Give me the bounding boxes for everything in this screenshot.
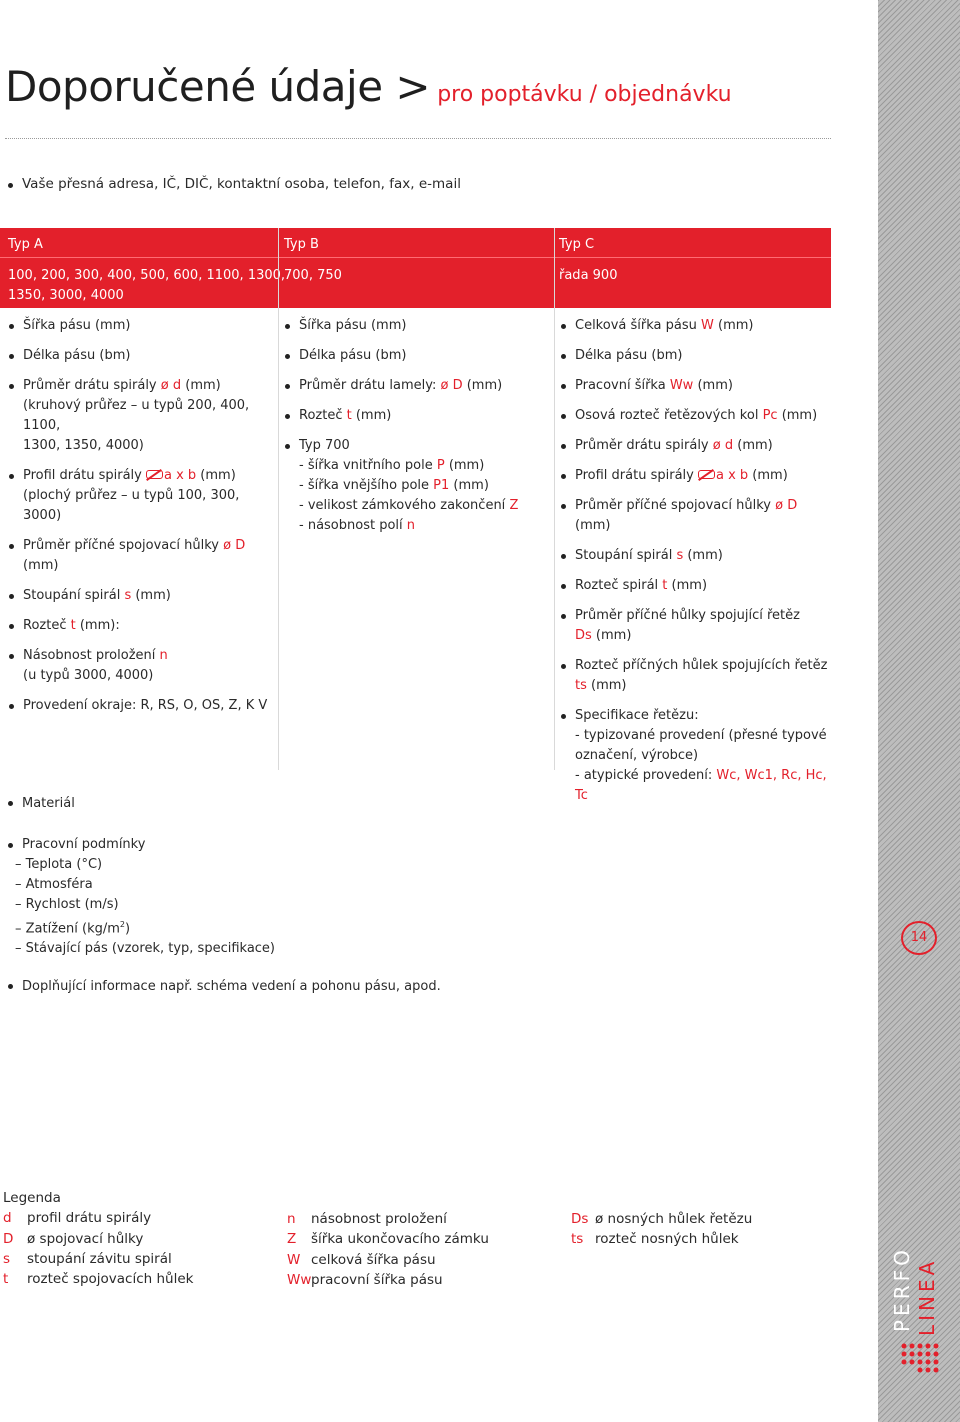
item-text: - typizované provedení (přesné typové bbox=[575, 728, 827, 743]
item-text: Průměr drátu spirály bbox=[23, 378, 161, 393]
item-text: - atypické provedení: bbox=[575, 768, 717, 783]
type-header-band bbox=[0, 228, 831, 308]
divider bbox=[5, 138, 831, 139]
item-text: (plochý průřez – u typů 100, 300, 3000) bbox=[23, 488, 240, 523]
legend-row bbox=[571, 1229, 752, 1249]
item-text: (mm) bbox=[196, 468, 236, 483]
sidebar bbox=[878, 0, 960, 1422]
item-symbol: ø D bbox=[223, 538, 246, 553]
item-symbol: t bbox=[70, 618, 76, 633]
legend-row bbox=[287, 1250, 489, 1270]
item-text: (mm) bbox=[351, 408, 392, 423]
item-symbol: Pc bbox=[762, 408, 778, 423]
legend-key: D bbox=[3, 1230, 14, 1247]
item-symbol: Ww bbox=[669, 378, 694, 393]
item-text: (mm) bbox=[131, 588, 171, 603]
legend-value: rozteč spojovacích hůlek bbox=[27, 1271, 194, 1288]
page-title-sub: pro poptávku / objednávku bbox=[437, 82, 732, 107]
legend-key: Ww bbox=[287, 1271, 312, 1288]
column-separator bbox=[554, 228, 555, 770]
type-a-list bbox=[6, 316, 274, 726]
item-symbol: n bbox=[159, 648, 168, 663]
legend-row bbox=[571, 1209, 752, 1229]
item-symbol: P1 bbox=[433, 478, 450, 493]
item-text: Průměr drátu lamely: bbox=[299, 378, 441, 393]
legend-row bbox=[3, 1249, 193, 1269]
item-text: - násobnost polí bbox=[299, 518, 407, 533]
item-text: (kruhový průřez – u typů 200, 400, 1100, bbox=[23, 398, 250, 433]
item-symbol: ø D bbox=[440, 378, 463, 393]
list-item bbox=[6, 586, 274, 606]
item-symbol: ø d bbox=[160, 378, 182, 393]
item-text: Průměr příčné spojovací hůlky bbox=[23, 538, 224, 553]
item-text: (mm) bbox=[586, 678, 627, 693]
flat-profile-icon bbox=[146, 470, 163, 479]
item-text: (mm) bbox=[181, 378, 221, 393]
item-text: (mm): bbox=[75, 618, 120, 633]
list-item bbox=[558, 376, 830, 396]
item-text: Typ 700 bbox=[299, 438, 350, 453]
item-symbol: t bbox=[662, 578, 668, 593]
list-item: Šířka pásu (mm) bbox=[282, 316, 550, 336]
legend-row bbox=[3, 1229, 193, 1249]
item-text: Průměr příčné hůlky spojující řetěz bbox=[575, 608, 800, 623]
page-title-main: Doporučené údaje > bbox=[5, 62, 431, 111]
item-symbol: a x b bbox=[715, 468, 749, 483]
item-symbol: ø D bbox=[775, 498, 798, 513]
page-number: 14 bbox=[901, 921, 937, 955]
item-text: (mm) bbox=[777, 408, 818, 423]
conditions-item: – Atmosféra bbox=[15, 877, 93, 892]
type-a-desc-line2: 1350, 3000, 4000 bbox=[8, 288, 124, 303]
item-text: Násobnost proložení bbox=[23, 648, 160, 663]
legend-value: pracovní šířka pásu bbox=[311, 1271, 443, 1288]
type-b-desc: 700, 750 bbox=[284, 268, 342, 283]
item-symbol: s bbox=[676, 548, 684, 563]
legend-row bbox=[287, 1229, 489, 1249]
sidebar-breadcrumb bbox=[878, 0, 960, 1422]
item-text: (mm) bbox=[733, 438, 773, 453]
item-symbol: Wc, Wc1, Rc, Hc, Tc bbox=[575, 768, 827, 803]
item-symbol: a x b bbox=[163, 468, 197, 483]
legend-value: násobnost proložení bbox=[311, 1211, 447, 1227]
item-text: Osová rozteč řetězových kol bbox=[575, 408, 763, 423]
legend-key: Z bbox=[287, 1231, 297, 1248]
item-text: označení, výrobce) bbox=[575, 748, 699, 763]
list-item bbox=[558, 576, 830, 596]
type-a-title: Typ A bbox=[8, 237, 43, 252]
legend-value: rozteč nosných hůlek bbox=[595, 1231, 739, 1248]
legend-value: celková šířka pásu bbox=[311, 1251, 436, 1268]
item-text: – Zatížení (kg/m bbox=[15, 921, 120, 937]
item-text: (mm) bbox=[575, 518, 611, 533]
item-text: - velikost zámkového zakončení bbox=[299, 498, 510, 513]
legend-title: Legenda bbox=[3, 1190, 61, 1206]
list-item bbox=[558, 436, 830, 456]
superscript: 2 bbox=[119, 920, 126, 929]
conditions-item: – Rychlost (m/s) bbox=[15, 897, 119, 912]
legend-value: ø nosných hůlek řetězu bbox=[595, 1211, 753, 1227]
list-item bbox=[6, 616, 274, 636]
list-item: Provedení okraje: R, RS, O, OS, Z, K V bbox=[6, 696, 274, 716]
list-item bbox=[6, 466, 274, 526]
legend-key: d bbox=[3, 1210, 12, 1227]
logo-text-top: PERFO bbox=[890, 1246, 914, 1332]
legend-key: Ds bbox=[571, 1211, 589, 1227]
item-text: Stoupání spirál bbox=[575, 548, 677, 563]
item-text: Profil drátu spirály bbox=[575, 468, 698, 483]
item-text: (mm) bbox=[693, 378, 733, 393]
legend-row bbox=[287, 1209, 489, 1229]
item-text: Rozteč příčných hůlek spojujících řetěz bbox=[575, 658, 828, 673]
item-text: Profil drátu spirály bbox=[23, 468, 146, 483]
type-c-desc: řada 900 bbox=[559, 268, 618, 283]
item-text: (mm) bbox=[591, 628, 632, 643]
item-symbol: Z bbox=[509, 498, 519, 513]
legend-value: ø spojovací hůlky bbox=[27, 1230, 144, 1247]
legend-key: ts bbox=[571, 1231, 584, 1248]
item-text: (mm) bbox=[449, 478, 489, 493]
list-item bbox=[6, 646, 274, 686]
legend-value: šířka ukončovacího zámku bbox=[311, 1231, 489, 1248]
page-title bbox=[5, 62, 732, 111]
item-text: (mm) bbox=[748, 468, 788, 483]
list-item bbox=[282, 376, 550, 396]
item-symbol: Ds bbox=[575, 628, 592, 643]
item-text: Průměr drátu spirály bbox=[575, 438, 713, 453]
item-symbol: n bbox=[406, 518, 416, 533]
list-item bbox=[6, 376, 274, 456]
list-item bbox=[558, 406, 830, 426]
type-c-list bbox=[558, 316, 830, 816]
conditions-list bbox=[5, 855, 275, 959]
type-b-title: Typ B bbox=[284, 237, 319, 252]
logo-text-bottom: LINEA bbox=[915, 1257, 939, 1336]
item-text: Rozteč spirál bbox=[575, 578, 663, 593]
perfo-linea-logo bbox=[878, 1246, 960, 1380]
item-symbol: W bbox=[701, 318, 714, 333]
legend-value: stoupání závitu spirál bbox=[27, 1250, 172, 1267]
item-symbol: P bbox=[436, 458, 445, 473]
item-text: ) bbox=[125, 921, 131, 937]
item-text: (mm) bbox=[444, 458, 485, 473]
list-item bbox=[558, 706, 830, 806]
conditions-block bbox=[5, 835, 275, 959]
type-a-desc bbox=[8, 266, 285, 306]
conditions-title: Pracovní podmínky bbox=[5, 835, 275, 855]
item-text: Celková šířka pásu bbox=[575, 318, 701, 333]
item-text: Stoupání spirál bbox=[23, 588, 125, 603]
item-text: - šířka vnějšího pole bbox=[299, 478, 434, 493]
item-text: 1300, 1350, 4000) bbox=[23, 438, 144, 453]
list-item bbox=[558, 466, 830, 486]
header-divider bbox=[0, 257, 831, 258]
conditions-item: – Stávající pás (vzorek, typ, specifikace) bbox=[15, 941, 275, 957]
item-text: Pracovní šířka bbox=[575, 378, 670, 393]
item-text: Rozteč bbox=[23, 618, 71, 633]
type-b-list bbox=[282, 316, 550, 546]
list-item: Délka pásu (bm) bbox=[558, 346, 830, 366]
legend-col3 bbox=[571, 1209, 752, 1250]
legend-value: profil drátu spirály bbox=[27, 1210, 152, 1227]
legend-col2 bbox=[287, 1209, 489, 1290]
item-text: (u typů 3000, 4000) bbox=[23, 668, 154, 683]
legend-row bbox=[3, 1208, 193, 1228]
conditions-item bbox=[15, 915, 275, 939]
item-symbol: ts bbox=[575, 678, 587, 693]
material-line: Materiál bbox=[5, 794, 75, 814]
list-item bbox=[558, 606, 830, 646]
legend-key: s bbox=[3, 1250, 11, 1267]
list-item: Délka pásu (bm) bbox=[6, 346, 274, 366]
item-text: - šířka vnitřního pole bbox=[299, 458, 437, 473]
legend-row bbox=[287, 1270, 489, 1290]
item-text: (mm) bbox=[683, 548, 723, 563]
item-symbol: t bbox=[346, 408, 352, 423]
type-a-desc-line1: 100, 200, 300, 400, 500, 600, 1100, 1300, bbox=[8, 268, 286, 283]
list-item bbox=[282, 406, 550, 426]
list-item bbox=[558, 496, 830, 536]
extra-info-line: Doplňující informace např. schéma vedení a pohonu pásu, apod. bbox=[5, 977, 441, 997]
list-item bbox=[282, 436, 550, 536]
list-item: Délka pásu (bm) bbox=[282, 346, 550, 366]
contact-line: Vaše přesná adresa, IČ, DIČ, kontaktní osoba, telefon, fax, e-mail bbox=[5, 176, 960, 192]
column-separator bbox=[278, 228, 279, 770]
list-item bbox=[558, 546, 830, 566]
list-item bbox=[558, 316, 830, 336]
list-item: Šířka pásu (mm) bbox=[6, 316, 274, 336]
list-item bbox=[558, 656, 830, 696]
legend-col1 bbox=[3, 1188, 193, 1289]
item-symbol: ø d bbox=[712, 438, 734, 453]
item-text: (mm) bbox=[462, 378, 503, 393]
conditions-item: – Teplota (°C) bbox=[15, 857, 103, 872]
list-item bbox=[6, 536, 274, 576]
type-c-title: Typ C bbox=[559, 237, 595, 252]
item-text: (mm) bbox=[713, 318, 754, 333]
item-text: Průměr příčné spojovací hůlky bbox=[575, 498, 776, 513]
item-text: (mm) bbox=[667, 578, 708, 593]
item-symbol: s bbox=[124, 588, 132, 603]
logo-dots-icon bbox=[900, 1342, 940, 1378]
item-text: Rozteč bbox=[299, 408, 347, 423]
legend-key: n bbox=[287, 1211, 296, 1227]
legend-key: W bbox=[287, 1251, 301, 1268]
flat-profile-icon bbox=[698, 470, 715, 479]
item-text: Specifikace řetězu: bbox=[575, 708, 699, 723]
legend-row bbox=[3, 1269, 193, 1289]
legend-key: t bbox=[3, 1271, 9, 1288]
item-text: (mm) bbox=[23, 558, 59, 573]
